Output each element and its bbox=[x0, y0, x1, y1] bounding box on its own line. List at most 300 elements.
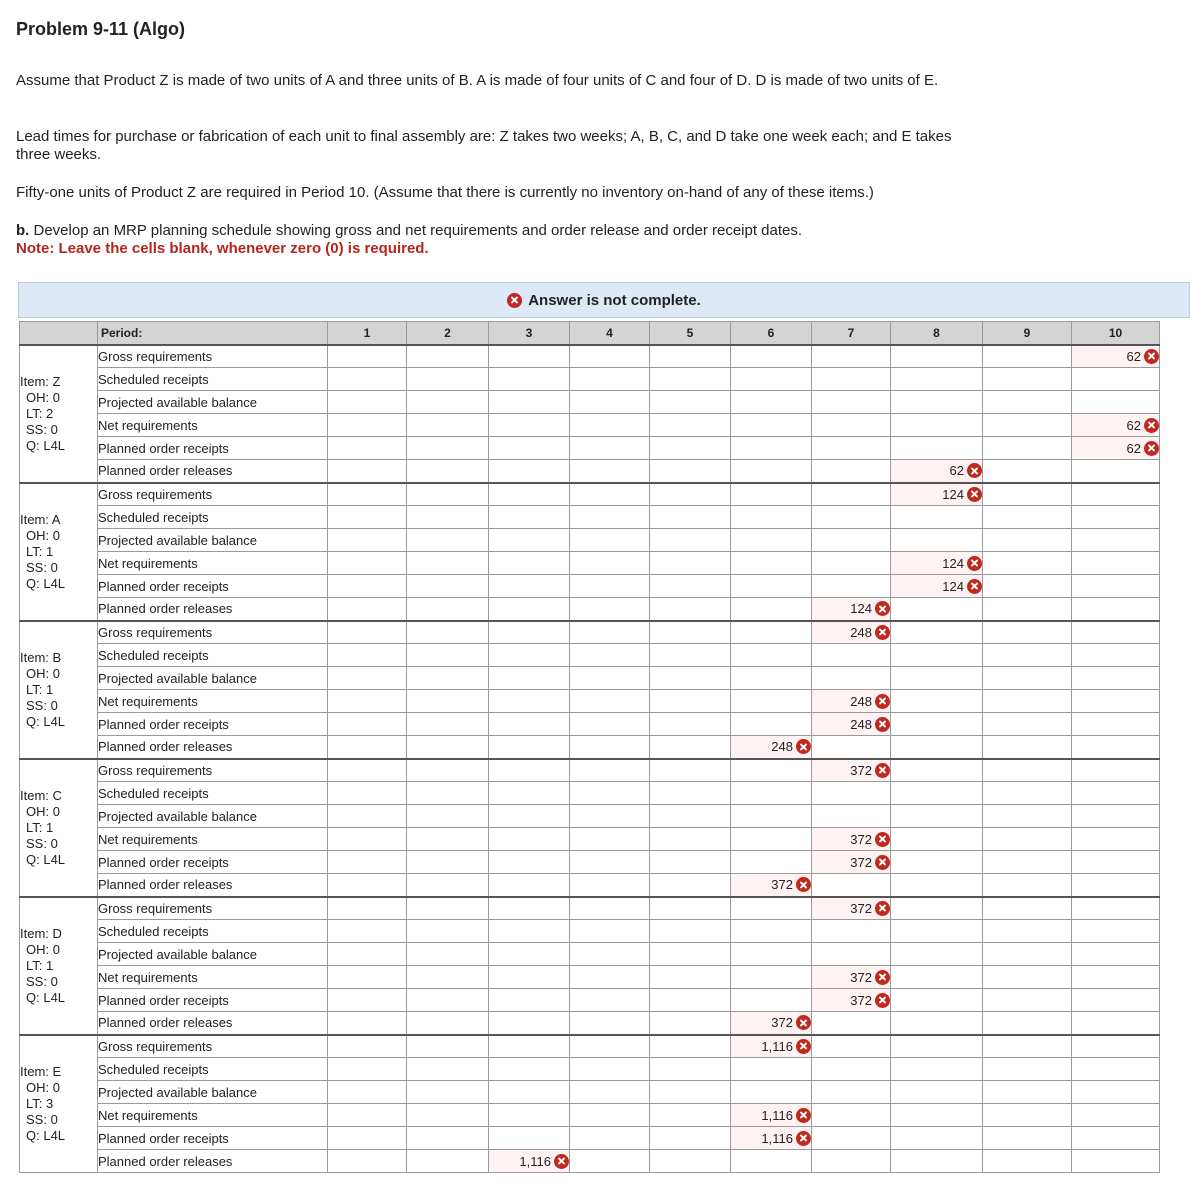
answer-cell[interactable] bbox=[731, 1104, 812, 1127]
answer-cell[interactable] bbox=[489, 1081, 570, 1104]
answer-cell[interactable] bbox=[328, 828, 407, 851]
answer-cell[interactable] bbox=[891, 644, 983, 667]
answer-cell[interactable] bbox=[407, 552, 489, 575]
answer-cell[interactable] bbox=[731, 943, 812, 966]
answer-cell[interactable] bbox=[650, 759, 731, 782]
answer-cell[interactable] bbox=[328, 690, 407, 713]
answer-cell[interactable] bbox=[983, 552, 1072, 575]
answer-cell[interactable] bbox=[489, 943, 570, 966]
answer-cell[interactable] bbox=[489, 897, 570, 920]
answer-cell[interactable] bbox=[407, 345, 489, 368]
answer-cell[interactable] bbox=[812, 736, 891, 759]
answer-cell[interactable] bbox=[650, 690, 731, 713]
answer-cell[interactable] bbox=[812, 690, 891, 713]
answer-cell[interactable] bbox=[328, 437, 407, 460]
answer-cell[interactable] bbox=[407, 759, 489, 782]
answer-cell[interactable] bbox=[407, 989, 489, 1012]
answer-cell[interactable] bbox=[407, 483, 489, 506]
answer-cell[interactable] bbox=[489, 391, 570, 414]
answer-cell[interactable] bbox=[328, 552, 407, 575]
answer-cell[interactable] bbox=[812, 667, 891, 690]
answer-cell[interactable] bbox=[570, 460, 650, 483]
answer-cell[interactable] bbox=[489, 506, 570, 529]
answer-cell[interactable] bbox=[891, 782, 983, 805]
answer-cell[interactable] bbox=[328, 460, 407, 483]
answer-cell[interactable] bbox=[1072, 897, 1160, 920]
answer-cell[interactable] bbox=[1072, 368, 1160, 391]
answer-cell[interactable] bbox=[1072, 828, 1160, 851]
answer-cell[interactable] bbox=[570, 552, 650, 575]
answer-cell[interactable] bbox=[891, 713, 983, 736]
answer-cell[interactable] bbox=[407, 506, 489, 529]
answer-cell[interactable] bbox=[328, 782, 407, 805]
answer-cell[interactable] bbox=[891, 575, 983, 598]
answer-cell[interactable] bbox=[328, 713, 407, 736]
answer-cell[interactable] bbox=[650, 874, 731, 897]
answer-cell[interactable] bbox=[407, 1012, 489, 1035]
answer-cell[interactable] bbox=[1072, 782, 1160, 805]
answer-cell[interactable] bbox=[1072, 1127, 1160, 1150]
answer-cell[interactable] bbox=[812, 1150, 891, 1173]
answer-cell[interactable] bbox=[891, 667, 983, 690]
answer-cell[interactable] bbox=[1072, 713, 1160, 736]
answer-cell[interactable] bbox=[731, 414, 812, 437]
answer-cell[interactable] bbox=[1072, 575, 1160, 598]
answer-cell[interactable] bbox=[891, 1127, 983, 1150]
answer-cell[interactable] bbox=[731, 598, 812, 621]
answer-cell[interactable] bbox=[983, 414, 1072, 437]
answer-cell[interactable] bbox=[891, 345, 983, 368]
answer-cell[interactable] bbox=[650, 1081, 731, 1104]
answer-cell[interactable] bbox=[570, 874, 650, 897]
answer-cell[interactable] bbox=[812, 621, 891, 644]
answer-cell[interactable] bbox=[489, 1035, 570, 1058]
answer-cell[interactable] bbox=[650, 460, 731, 483]
answer-cell[interactable] bbox=[812, 483, 891, 506]
answer-cell[interactable] bbox=[489, 1127, 570, 1150]
answer-cell[interactable] bbox=[570, 828, 650, 851]
answer-cell[interactable] bbox=[570, 575, 650, 598]
answer-cell[interactable] bbox=[328, 759, 407, 782]
answer-cell[interactable] bbox=[489, 437, 570, 460]
answer-cell[interactable] bbox=[1072, 989, 1160, 1012]
answer-cell[interactable] bbox=[570, 644, 650, 667]
answer-cell[interactable] bbox=[983, 460, 1072, 483]
answer-cell[interactable] bbox=[731, 621, 812, 644]
answer-cell[interactable] bbox=[731, 759, 812, 782]
answer-cell[interactable] bbox=[983, 644, 1072, 667]
answer-cell[interactable] bbox=[812, 414, 891, 437]
answer-cell[interactable] bbox=[570, 1104, 650, 1127]
answer-cell[interactable] bbox=[891, 943, 983, 966]
answer-cell[interactable] bbox=[731, 1058, 812, 1081]
answer-cell[interactable] bbox=[731, 828, 812, 851]
answer-cell[interactable] bbox=[650, 644, 731, 667]
answer-cell[interactable] bbox=[731, 345, 812, 368]
answer-cell[interactable] bbox=[891, 874, 983, 897]
answer-cell[interactable] bbox=[891, 690, 983, 713]
answer-cell[interactable] bbox=[983, 598, 1072, 621]
answer-cell[interactable] bbox=[328, 506, 407, 529]
answer-cell[interactable] bbox=[1072, 690, 1160, 713]
answer-cell[interactable] bbox=[650, 828, 731, 851]
answer-cell[interactable] bbox=[731, 874, 812, 897]
answer-cell[interactable] bbox=[731, 529, 812, 552]
answer-cell[interactable] bbox=[983, 368, 1072, 391]
answer-cell[interactable] bbox=[570, 713, 650, 736]
answer-cell[interactable] bbox=[407, 1081, 489, 1104]
answer-cell[interactable] bbox=[1072, 345, 1160, 368]
answer-cell[interactable] bbox=[891, 805, 983, 828]
answer-cell[interactable] bbox=[489, 966, 570, 989]
answer-cell[interactable] bbox=[650, 437, 731, 460]
answer-cell[interactable] bbox=[983, 483, 1072, 506]
answer-cell[interactable] bbox=[812, 598, 891, 621]
answer-cell[interactable] bbox=[407, 1127, 489, 1150]
answer-cell[interactable] bbox=[407, 368, 489, 391]
answer-cell[interactable] bbox=[489, 989, 570, 1012]
answer-cell[interactable] bbox=[731, 920, 812, 943]
answer-cell[interactable] bbox=[650, 1104, 731, 1127]
answer-cell[interactable] bbox=[407, 391, 489, 414]
answer-cell[interactable] bbox=[570, 759, 650, 782]
answer-cell[interactable] bbox=[489, 805, 570, 828]
answer-cell[interactable] bbox=[983, 391, 1072, 414]
answer-cell[interactable] bbox=[983, 1127, 1072, 1150]
answer-cell[interactable] bbox=[570, 621, 650, 644]
answer-cell[interactable] bbox=[891, 966, 983, 989]
answer-cell[interactable] bbox=[1072, 460, 1160, 483]
answer-cell[interactable] bbox=[570, 989, 650, 1012]
answer-cell[interactable] bbox=[489, 874, 570, 897]
answer-cell[interactable] bbox=[650, 736, 731, 759]
answer-cell[interactable] bbox=[731, 805, 812, 828]
answer-cell[interactable] bbox=[407, 690, 489, 713]
answer-cell[interactable] bbox=[812, 989, 891, 1012]
answer-cell[interactable] bbox=[983, 575, 1072, 598]
answer-cell[interactable] bbox=[812, 506, 891, 529]
answer-cell[interactable] bbox=[812, 552, 891, 575]
answer-cell[interactable] bbox=[891, 506, 983, 529]
answer-cell[interactable] bbox=[1072, 414, 1160, 437]
answer-cell[interactable] bbox=[812, 345, 891, 368]
answer-cell[interactable] bbox=[328, 1081, 407, 1104]
answer-cell[interactable] bbox=[650, 575, 731, 598]
answer-cell[interactable] bbox=[891, 920, 983, 943]
answer-cell[interactable] bbox=[731, 1127, 812, 1150]
answer-cell[interactable] bbox=[328, 989, 407, 1012]
answer-cell[interactable] bbox=[812, 759, 891, 782]
answer-cell[interactable] bbox=[891, 391, 983, 414]
answer-cell[interactable] bbox=[650, 851, 731, 874]
answer-cell[interactable] bbox=[328, 575, 407, 598]
answer-cell[interactable] bbox=[1072, 437, 1160, 460]
answer-cell[interactable] bbox=[328, 1058, 407, 1081]
answer-cell[interactable] bbox=[1072, 1035, 1160, 1058]
answer-cell[interactable] bbox=[328, 1150, 407, 1173]
answer-cell[interactable] bbox=[731, 1150, 812, 1173]
answer-cell[interactable] bbox=[407, 1035, 489, 1058]
answer-cell[interactable] bbox=[570, 966, 650, 989]
answer-cell[interactable] bbox=[983, 828, 1072, 851]
answer-cell[interactable] bbox=[983, 851, 1072, 874]
answer-cell[interactable] bbox=[812, 874, 891, 897]
answer-cell[interactable] bbox=[570, 506, 650, 529]
answer-cell[interactable] bbox=[570, 1127, 650, 1150]
answer-cell[interactable] bbox=[731, 483, 812, 506]
answer-cell[interactable] bbox=[731, 437, 812, 460]
answer-cell[interactable] bbox=[407, 598, 489, 621]
answer-cell[interactable] bbox=[570, 1035, 650, 1058]
answer-cell[interactable] bbox=[650, 368, 731, 391]
answer-cell[interactable] bbox=[891, 414, 983, 437]
answer-cell[interactable] bbox=[407, 874, 489, 897]
answer-cell[interactable] bbox=[489, 1058, 570, 1081]
answer-cell[interactable] bbox=[650, 713, 731, 736]
answer-cell[interactable] bbox=[650, 805, 731, 828]
answer-cell[interactable] bbox=[489, 345, 570, 368]
answer-cell[interactable] bbox=[731, 667, 812, 690]
answer-cell[interactable] bbox=[650, 1035, 731, 1058]
answer-cell[interactable] bbox=[983, 713, 1072, 736]
answer-cell[interactable] bbox=[328, 529, 407, 552]
answer-cell[interactable] bbox=[650, 552, 731, 575]
answer-cell[interactable] bbox=[407, 782, 489, 805]
answer-cell[interactable] bbox=[891, 851, 983, 874]
answer-cell[interactable] bbox=[570, 943, 650, 966]
answer-cell[interactable] bbox=[489, 621, 570, 644]
answer-cell[interactable] bbox=[489, 483, 570, 506]
answer-cell[interactable] bbox=[812, 828, 891, 851]
answer-cell[interactable] bbox=[328, 345, 407, 368]
answer-cell[interactable] bbox=[731, 989, 812, 1012]
answer-cell[interactable] bbox=[489, 782, 570, 805]
answer-cell[interactable] bbox=[650, 529, 731, 552]
answer-cell[interactable] bbox=[570, 414, 650, 437]
answer-cell[interactable] bbox=[983, 690, 1072, 713]
answer-cell[interactable] bbox=[570, 1081, 650, 1104]
answer-cell[interactable] bbox=[650, 943, 731, 966]
answer-cell[interactable] bbox=[407, 851, 489, 874]
answer-cell[interactable] bbox=[407, 1150, 489, 1173]
answer-cell[interactable] bbox=[489, 368, 570, 391]
answer-cell[interactable] bbox=[983, 621, 1072, 644]
answer-cell[interactable] bbox=[407, 966, 489, 989]
answer-cell[interactable] bbox=[570, 690, 650, 713]
answer-cell[interactable] bbox=[489, 414, 570, 437]
answer-cell[interactable] bbox=[1072, 874, 1160, 897]
answer-cell[interactable] bbox=[328, 736, 407, 759]
answer-cell[interactable] bbox=[983, 805, 1072, 828]
answer-cell[interactable] bbox=[570, 483, 650, 506]
answer-cell[interactable] bbox=[891, 989, 983, 1012]
answer-cell[interactable] bbox=[731, 460, 812, 483]
answer-cell[interactable] bbox=[891, 1081, 983, 1104]
answer-cell[interactable] bbox=[407, 460, 489, 483]
answer-cell[interactable] bbox=[1072, 851, 1160, 874]
answer-cell[interactable] bbox=[407, 805, 489, 828]
answer-cell[interactable] bbox=[812, 851, 891, 874]
answer-cell[interactable] bbox=[983, 943, 1072, 966]
answer-cell[interactable] bbox=[570, 368, 650, 391]
answer-cell[interactable] bbox=[812, 437, 891, 460]
answer-cell[interactable] bbox=[650, 989, 731, 1012]
answer-cell[interactable] bbox=[983, 1104, 1072, 1127]
answer-cell[interactable] bbox=[891, 437, 983, 460]
answer-cell[interactable] bbox=[891, 897, 983, 920]
answer-cell[interactable] bbox=[983, 874, 1072, 897]
answer-cell[interactable] bbox=[812, 644, 891, 667]
answer-cell[interactable] bbox=[407, 713, 489, 736]
answer-cell[interactable] bbox=[731, 552, 812, 575]
answer-cell[interactable] bbox=[570, 805, 650, 828]
answer-cell[interactable] bbox=[891, 1150, 983, 1173]
answer-cell[interactable] bbox=[1072, 644, 1160, 667]
answer-cell[interactable] bbox=[983, 782, 1072, 805]
answer-cell[interactable] bbox=[983, 667, 1072, 690]
answer-cell[interactable] bbox=[489, 667, 570, 690]
answer-cell[interactable] bbox=[570, 851, 650, 874]
answer-cell[interactable] bbox=[328, 920, 407, 943]
answer-cell[interactable] bbox=[1072, 621, 1160, 644]
answer-cell[interactable] bbox=[407, 575, 489, 598]
answer-cell[interactable] bbox=[891, 552, 983, 575]
answer-cell[interactable] bbox=[812, 782, 891, 805]
answer-cell[interactable] bbox=[983, 759, 1072, 782]
answer-cell[interactable] bbox=[570, 391, 650, 414]
answer-cell[interactable] bbox=[812, 391, 891, 414]
answer-cell[interactable] bbox=[1072, 506, 1160, 529]
answer-cell[interactable] bbox=[407, 529, 489, 552]
answer-cell[interactable] bbox=[328, 1012, 407, 1035]
answer-cell[interactable] bbox=[731, 1035, 812, 1058]
answer-cell[interactable] bbox=[891, 759, 983, 782]
answer-cell[interactable] bbox=[891, 529, 983, 552]
answer-cell[interactable] bbox=[731, 736, 812, 759]
answer-cell[interactable] bbox=[650, 782, 731, 805]
answer-cell[interactable] bbox=[570, 920, 650, 943]
answer-cell[interactable] bbox=[328, 966, 407, 989]
answer-cell[interactable] bbox=[650, 598, 731, 621]
answer-cell[interactable] bbox=[407, 736, 489, 759]
answer-cell[interactable] bbox=[328, 1104, 407, 1127]
answer-cell[interactable] bbox=[731, 368, 812, 391]
answer-cell[interactable] bbox=[489, 460, 570, 483]
answer-cell[interactable] bbox=[812, 713, 891, 736]
answer-cell[interactable] bbox=[983, 345, 1072, 368]
answer-cell[interactable] bbox=[570, 345, 650, 368]
answer-cell[interactable] bbox=[1072, 759, 1160, 782]
answer-cell[interactable] bbox=[328, 621, 407, 644]
answer-cell[interactable] bbox=[731, 851, 812, 874]
answer-cell[interactable] bbox=[650, 966, 731, 989]
answer-cell[interactable] bbox=[891, 483, 983, 506]
answer-cell[interactable] bbox=[983, 1150, 1072, 1173]
answer-cell[interactable] bbox=[1072, 1081, 1160, 1104]
answer-cell[interactable] bbox=[407, 1058, 489, 1081]
answer-cell[interactable] bbox=[570, 598, 650, 621]
answer-cell[interactable] bbox=[983, 966, 1072, 989]
answer-cell[interactable] bbox=[407, 414, 489, 437]
answer-cell[interactable] bbox=[812, 575, 891, 598]
answer-cell[interactable] bbox=[650, 1127, 731, 1150]
answer-cell[interactable] bbox=[983, 1012, 1072, 1035]
answer-cell[interactable] bbox=[812, 897, 891, 920]
answer-cell[interactable] bbox=[328, 943, 407, 966]
answer-cell[interactable] bbox=[891, 460, 983, 483]
answer-cell[interactable] bbox=[489, 690, 570, 713]
answer-cell[interactable] bbox=[328, 391, 407, 414]
answer-cell[interactable] bbox=[407, 437, 489, 460]
answer-cell[interactable] bbox=[407, 667, 489, 690]
answer-cell[interactable] bbox=[983, 897, 1072, 920]
answer-cell[interactable] bbox=[407, 621, 489, 644]
answer-cell[interactable] bbox=[891, 736, 983, 759]
answer-cell[interactable] bbox=[812, 805, 891, 828]
answer-cell[interactable] bbox=[731, 575, 812, 598]
answer-cell[interactable] bbox=[1072, 552, 1160, 575]
answer-cell[interactable] bbox=[489, 598, 570, 621]
answer-cell[interactable] bbox=[1072, 805, 1160, 828]
answer-cell[interactable] bbox=[812, 943, 891, 966]
answer-cell[interactable] bbox=[891, 598, 983, 621]
answer-cell[interactable] bbox=[650, 1150, 731, 1173]
answer-cell[interactable] bbox=[1072, 391, 1160, 414]
answer-cell[interactable] bbox=[983, 1035, 1072, 1058]
answer-cell[interactable] bbox=[983, 437, 1072, 460]
answer-cell[interactable] bbox=[489, 575, 570, 598]
answer-cell[interactable] bbox=[983, 1081, 1072, 1104]
answer-cell[interactable] bbox=[570, 1012, 650, 1035]
answer-cell[interactable] bbox=[812, 1127, 891, 1150]
answer-cell[interactable] bbox=[1072, 598, 1160, 621]
answer-cell[interactable] bbox=[650, 667, 731, 690]
answer-cell[interactable] bbox=[570, 437, 650, 460]
answer-cell[interactable] bbox=[650, 483, 731, 506]
answer-cell[interactable] bbox=[407, 943, 489, 966]
answer-cell[interactable] bbox=[650, 1058, 731, 1081]
answer-cell[interactable] bbox=[1072, 1058, 1160, 1081]
answer-cell[interactable] bbox=[1072, 736, 1160, 759]
answer-cell[interactable] bbox=[328, 851, 407, 874]
answer-cell[interactable] bbox=[812, 1058, 891, 1081]
answer-cell[interactable] bbox=[650, 391, 731, 414]
answer-cell[interactable] bbox=[1072, 1012, 1160, 1035]
answer-cell[interactable] bbox=[489, 552, 570, 575]
answer-cell[interactable] bbox=[489, 644, 570, 667]
answer-cell[interactable] bbox=[328, 368, 407, 391]
answer-cell[interactable] bbox=[1072, 1104, 1160, 1127]
answer-cell[interactable] bbox=[731, 391, 812, 414]
answer-cell[interactable] bbox=[731, 713, 812, 736]
answer-cell[interactable] bbox=[731, 506, 812, 529]
answer-cell[interactable] bbox=[570, 897, 650, 920]
answer-cell[interactable] bbox=[983, 989, 1072, 1012]
answer-cell[interactable] bbox=[983, 506, 1072, 529]
answer-cell[interactable] bbox=[650, 1012, 731, 1035]
answer-cell[interactable] bbox=[1072, 943, 1160, 966]
answer-cell[interactable] bbox=[570, 1058, 650, 1081]
answer-cell[interactable] bbox=[891, 1035, 983, 1058]
answer-cell[interactable] bbox=[489, 529, 570, 552]
answer-cell[interactable] bbox=[983, 1058, 1072, 1081]
answer-cell[interactable] bbox=[812, 368, 891, 391]
answer-cell[interactable] bbox=[1072, 920, 1160, 943]
answer-cell[interactable] bbox=[328, 1127, 407, 1150]
answer-cell[interactable] bbox=[812, 1012, 891, 1035]
answer-cell[interactable] bbox=[983, 529, 1072, 552]
answer-cell[interactable] bbox=[328, 897, 407, 920]
